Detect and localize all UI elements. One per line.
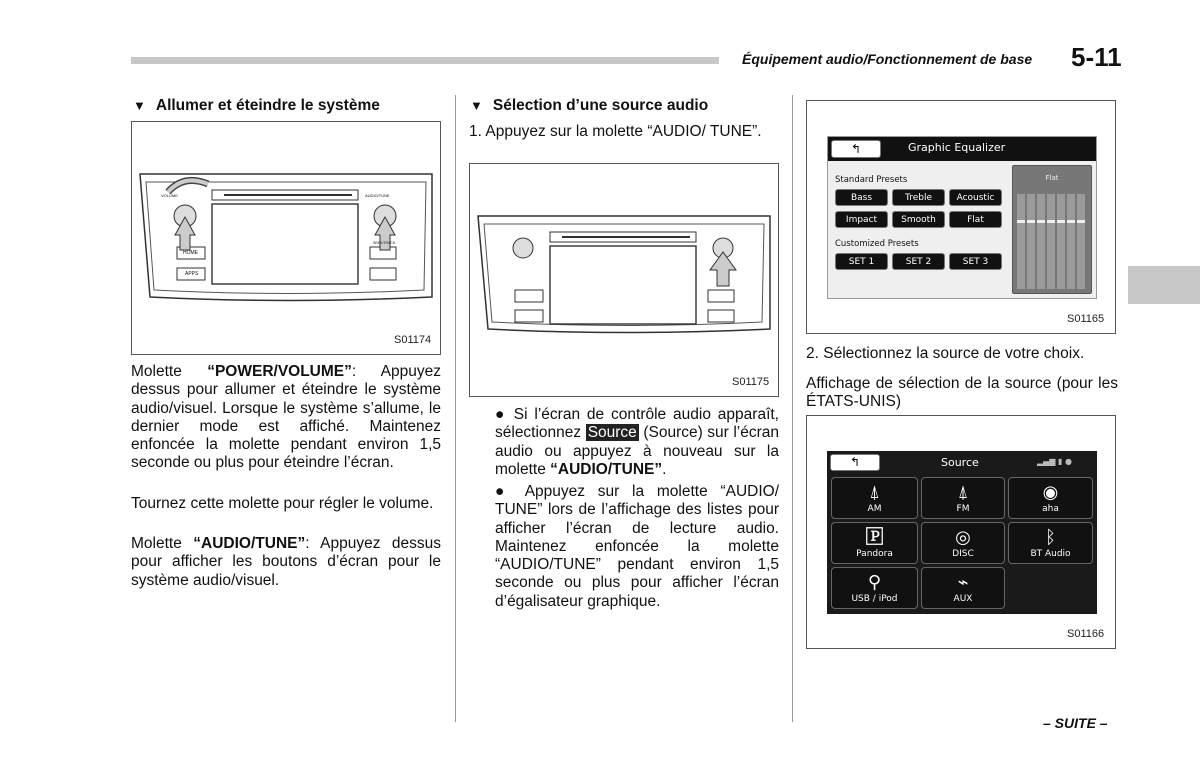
preset-set3-button[interactable]: SET 3 xyxy=(949,253,1002,270)
back-button[interactable] xyxy=(830,454,880,471)
text: ● Si l’écran de contrôle audio apparaît, sélectionnez xyxy=(495,406,779,442)
disc-icon: ◎ xyxy=(955,527,971,548)
antenna-icon: ⍋ xyxy=(869,482,880,503)
source-usb-ipod-button[interactable] xyxy=(831,567,918,609)
preset-treble-button[interactable]: Treble xyxy=(892,189,945,206)
source-label: AUX xyxy=(953,594,973,604)
source-key: Source xyxy=(587,424,637,442)
standard-presets-label: Standard Presets xyxy=(835,175,908,185)
source-label: DISC xyxy=(952,549,974,559)
equalizer-title: Graphic Equalizer xyxy=(908,141,1006,154)
step-2: 2. Sélectionnez la source de votre choix. xyxy=(806,345,1085,362)
equalizer-title-bar xyxy=(828,137,1096,161)
source-pandora-button[interactable] xyxy=(831,522,918,564)
figure-equalizer xyxy=(806,100,1116,334)
text: (Source) sur l’écran audio ou appuyez à nouveau sur la molette xyxy=(495,424,779,478)
aha-icon: ◉ xyxy=(1042,482,1059,503)
signal-status-icon: ▂▄▆ ▮ ● xyxy=(1037,457,1072,466)
figure-source-select xyxy=(806,415,1116,649)
aux-plug-icon: ⌁ xyxy=(957,572,969,593)
triangle-icon: ▼ xyxy=(133,98,146,113)
preset-impact-button[interactable]: Impact xyxy=(835,211,888,228)
chapter-tab xyxy=(1128,266,1200,304)
figure-audio-tune xyxy=(469,163,779,397)
preset-flat-button[interactable]: Flat xyxy=(949,211,1002,228)
source-aha-button[interactable] xyxy=(1008,477,1093,519)
figure-power-volume xyxy=(131,121,441,355)
back-button[interactable] xyxy=(831,140,881,158)
text: Molette xyxy=(131,535,194,552)
source-disc-button[interactable] xyxy=(921,522,1005,564)
continue-label: – SUITE – xyxy=(1043,715,1108,731)
text: . xyxy=(662,460,667,478)
usb-icon: ⚲ xyxy=(867,572,882,593)
bullet-item xyxy=(495,406,779,479)
source-am-button[interactable] xyxy=(831,477,918,519)
source-screen xyxy=(827,451,1097,614)
paragraph: Tournez cette molette pour régler le volume. xyxy=(131,495,434,512)
source-fm-button[interactable] xyxy=(921,477,1005,519)
seek-track-label: SEEK/TRACK xyxy=(373,241,396,245)
source-caption: Affichage de sélection de la source (pour les ÉTATS-UNIS) xyxy=(806,375,1118,411)
equalizer-screen xyxy=(827,136,1097,299)
back-arrow-icon: ↰ xyxy=(849,455,861,469)
page-number: 5-11 xyxy=(1071,42,1122,72)
figure-code: S01165 xyxy=(1067,313,1105,325)
source-label: FM xyxy=(956,504,970,514)
header-title: Équipement audio/Fonctionnement de base xyxy=(742,51,1033,67)
pandora-icon: 🄿 xyxy=(865,527,884,548)
section-heading: ▼ Allumer et éteindre le système xyxy=(133,97,380,114)
preset-set1-button[interactable]: SET 1 xyxy=(835,253,888,270)
home-button-label: HOME xyxy=(183,250,198,256)
figure-code: S01175 xyxy=(732,376,770,388)
equalizer-bars xyxy=(1017,194,1087,289)
audio-tune-label: AUDIO/TUNE xyxy=(365,193,390,198)
apps-button-label: APPS xyxy=(185,271,199,277)
equalizer-panel-label: Flat xyxy=(1045,174,1059,182)
source-label: aha xyxy=(1042,504,1059,514)
text: : Appuyez dessus pour allumer et éteindre le système audio/visuel. Lorsque le système s’allume, le dernier mode est affiché. Maintenez enfoncée la molette pendant environ 1,5 seconde ou plus pour éteindre l’écran. xyxy=(131,363,442,472)
control-name: “POWER/VOLUME” xyxy=(207,363,352,380)
equalizer-panel[interactable] xyxy=(1012,165,1092,294)
source-aux-button[interactable] xyxy=(921,567,1005,609)
head-unit-illustration xyxy=(470,164,778,396)
text: : Appuyez dessus pour afficher les boutons d’écran pour le système audio/visuel. xyxy=(131,535,442,589)
source-label: AM xyxy=(867,504,882,514)
control-name: “AUDIO/TUNE” xyxy=(193,535,306,552)
source-label: BT Audio xyxy=(1030,549,1071,559)
antenna-icon: ⍋ xyxy=(957,482,969,503)
preset-smooth-button[interactable]: Smooth xyxy=(892,211,945,228)
back-arrow-icon: ↰ xyxy=(850,142,862,156)
column-divider xyxy=(792,95,793,722)
figure-code: S01166 xyxy=(1067,628,1105,640)
volume-label: VOLUME xyxy=(161,193,178,198)
bullet-item: ● Appuyez sur la molette “AUDIO/ TUNE” lors de l’affichage des listes pour afficher l’écran de lecture audio. Maintenez enfoncée la molette “AUDIO/TUNE” pendant environ 1,5 seconde ou plus pour afficher l’écran d’égalisateur graphique. xyxy=(495,483,779,610)
figure-code: S01174 xyxy=(394,334,432,346)
text: Molette xyxy=(131,363,208,380)
source-bt-audio-button[interactable] xyxy=(1008,522,1093,564)
triangle-icon: ▼ xyxy=(470,98,483,113)
paragraph xyxy=(131,363,441,473)
bluetooth-icon: ᛒ xyxy=(1045,527,1056,548)
preset-acoustic-button[interactable]: Acoustic xyxy=(949,189,1002,206)
source-label: USB / iPod xyxy=(851,594,898,604)
step-1: 1. Appuyez sur la molette “AUDIO/ TUNE”. xyxy=(469,123,762,140)
customized-presets-label: Customized Presets xyxy=(835,239,919,249)
header-rule xyxy=(131,57,719,64)
column-divider xyxy=(455,95,456,722)
preset-set2-button[interactable]: SET 2 xyxy=(892,253,945,270)
paragraph xyxy=(131,535,441,590)
head-unit-illustration xyxy=(132,122,440,354)
source-title: Source xyxy=(941,456,979,469)
section-heading: ▼ Sélection d’une source audio xyxy=(470,97,709,114)
control-name: “AUDIO/TUNE” xyxy=(550,460,663,478)
source-label: Pandora xyxy=(856,549,893,559)
preset-bass-button[interactable]: Bass xyxy=(835,189,888,206)
